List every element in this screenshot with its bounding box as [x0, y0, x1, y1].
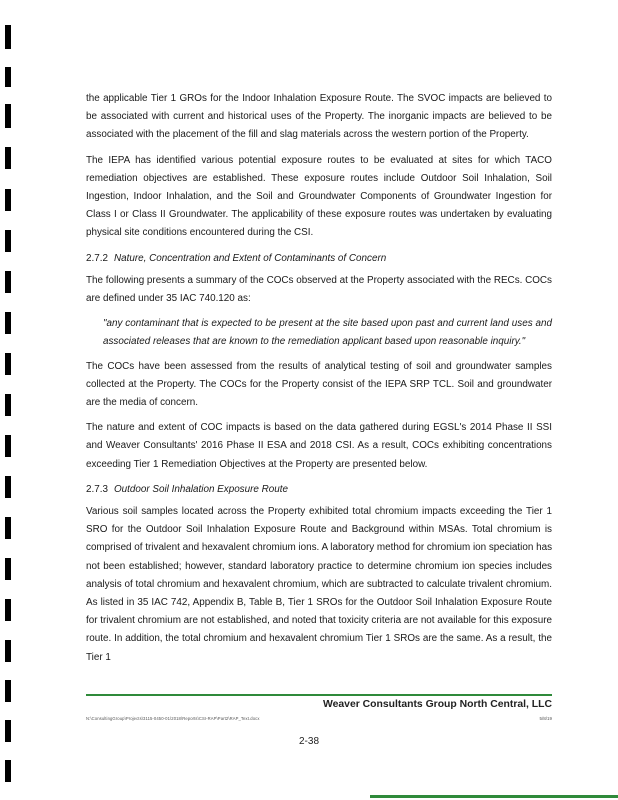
binder-hole: [5, 476, 11, 498]
bottom-edge-line: [370, 795, 618, 798]
binder-hole: [5, 394, 11, 416]
paragraph: The nature and extent of COC impacts is based on the data gathered during EGSL's 2014 Phase II SSI and Weaver Consultants' 2016 Phase II ESA and 2018 CSI. As a result, COCs exhibiting concentrations exceeding Tier 1 Remediation Objectives at the Property are presented below.: [86, 422, 552, 470]
binder-hole: [5, 760, 11, 782]
paragraph: the applicable Tier 1 GROs for the Indoor Inhalation Exposure Route. The SVOC impacts are believed to be associated with current and historical uses of the Property. The inorganic impacts are believed to be associated with the placement of the fill and slag materials across the western portion of the Property.: [86, 93, 552, 141]
section-title: Nature, Concentration and Extent of Contaminants of Concern: [113, 252, 387, 264]
paragraph: Various soil samples located across the Property exhibited total chromium impacts exceeding the Tier 1 SRO for the Outdoor Soil Inhalation Exposure Route and Background within MSAs. Total chromium is comprised of trivalent and hexavalent chromium ions. A laboratory method for chromium ion speciation has not been established; however, standard laboratory practice to determine chromium ion species includes analysis of total chromium and hexavalent chromium, which are subtracted to calculate trivalent chromium. As listed in 35 IAC 742, Appendix B, Table B, Tier 1 SROs for the Outdoor Soil Inhalation Exposure Route for trivalent chromium are not established, and noted that toxicity criteria are not available for this exposure route. In addition, the total chromium and hexavalent chromium Tier 1 SROs are the same. As a result, the Tier 1: [86, 506, 553, 663]
binder-hole: [5, 230, 11, 252]
file-path: N:\ConsultingGroup\Projects\3115-0450-01\2018\Reports\CSI-RAP\Part2\RAP_Text.docx: [86, 716, 260, 721]
binder-hole: [5, 680, 11, 702]
section-title: Outdoor Soil Inhalation Exposure Route: [113, 483, 288, 495]
binder-hole: [5, 104, 11, 128]
binder-hole: [5, 517, 11, 539]
binder-hole: [5, 599, 11, 621]
footer-divider: [86, 694, 552, 696]
paragraph: The following presents a summary of the COCs observed at the Property associated with the RECs. COCs are defined under 35 IAC 740.120 as:: [86, 274, 552, 305]
binder-hole: [5, 271, 11, 293]
section-heading: [86, 250, 552, 268]
definition-quote: "any contaminant that is expected to be present at the site based upon past and current land uses and associated releases that are known to the remediation applicant based upon reasonable inquiry.": [103, 318, 552, 348]
page-number: 2-38: [298, 736, 319, 747]
binder-hole: [5, 67, 11, 87]
binder-hole: [5, 25, 11, 49]
paragraph: The COCs have been assessed from the results of analytical testing of soil and groundwater samples collected at the Property. The COCs for the Property consist of the IEPA SRP TCL. Soil and groundwater are the media of concern.: [86, 360, 552, 409]
section-heading: [86, 481, 552, 499]
binder-hole: [5, 189, 11, 211]
binder-hole: [5, 312, 11, 334]
binder-hole: [5, 353, 11, 375]
document-body: [86, 90, 552, 674]
binder-hole: [5, 147, 11, 169]
section-number: 2.7.2: [86, 252, 108, 264]
binder-hole: [5, 435, 11, 457]
binder-hole: [5, 558, 11, 580]
paragraph: The IEPA has identified various potential exposure routes to be evaluated at sites for which TACO remediation objectives are established. These exposure routes include Outdoor Soil Inhalation, Soil Ingestion, Indoor Inhalation, and the Soil and Groundwater Components of Groundwater Ingestion for Class I or Class II Groundwater. The applicability of these exposure routes was undertaken by evaluating physical site conditions encountered during the CSI.: [86, 154, 552, 239]
company-name: Weaver Consultants Group North Central, LLC: [323, 699, 552, 710]
section-number: 2.7.3: [86, 483, 108, 495]
binder-hole: [5, 640, 11, 662]
footer-date: 5/8/19: [539, 716, 552, 721]
